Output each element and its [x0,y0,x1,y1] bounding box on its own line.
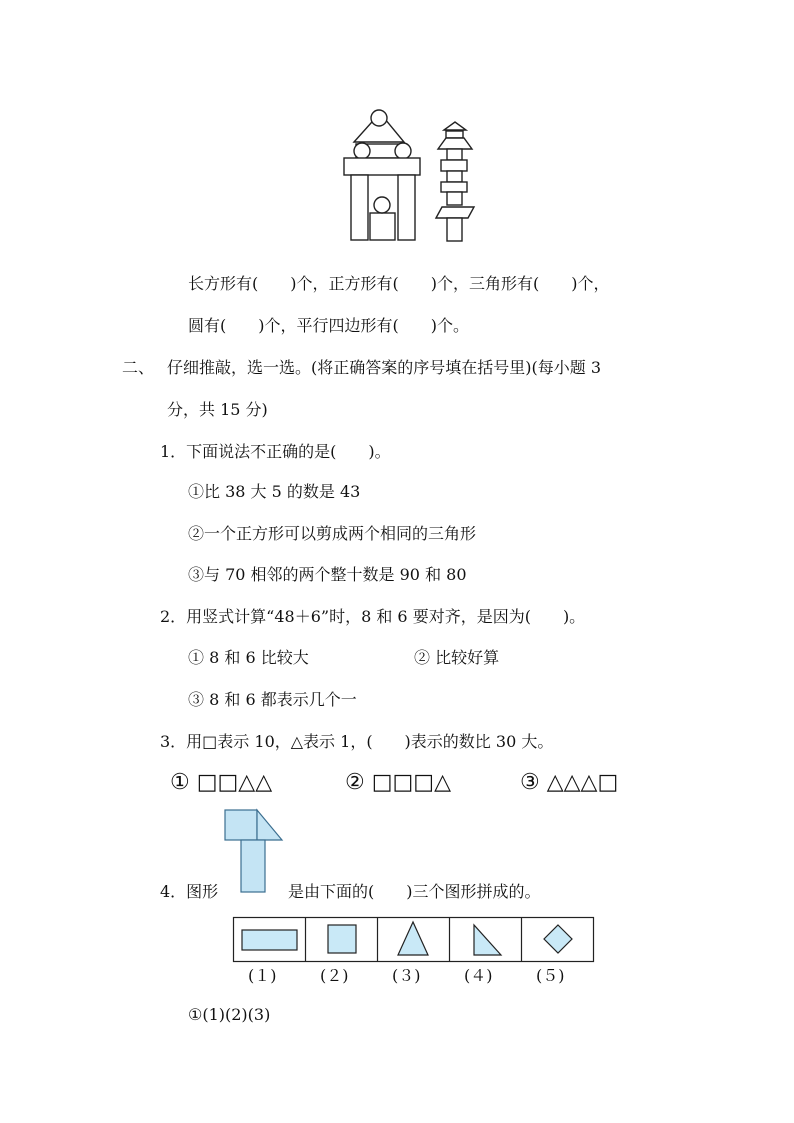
question-2-option-2: ② 比较好算 [414,648,500,667]
question-3-label: 3．用□表示 10，△表示 1，( )表示的数比 30 大。 [160,732,554,751]
block-tower-figure [430,120,480,245]
shape-choices-table [233,917,595,963]
question-4-label-prefix: 4．图形 [160,882,219,901]
shape-label-4: (４) [464,966,493,985]
section-heading-line1: 仔细推敲，选一选。(将正确答案的序号填在括号里)(每小题 3 [167,358,601,377]
question-3-option-1: ① □□△△ [170,770,273,795]
count-question-line2: 圆有( )个，平行四边形有( )个。 [188,316,469,335]
count-question-line1: 长方形有( )个，正方形有( )个，三角形有( )个， [188,274,610,293]
question-1-option-3: ③与 70 相邻的两个整十数是 90 和 80 [188,565,467,584]
question-1-option-2: ②一个正方形可以剪成两个相同的三角形 [188,524,477,543]
shape-label-1: (１) [248,966,277,985]
question-3-option-2: ② □□□△ [345,770,451,795]
question-2-label: 2．用竖式计算“48＋6”时，8 和 6 要对齐，是因为( )。 [160,607,586,626]
question-2-option-3: ③ 8 和 6 都表示几个一 [188,690,357,709]
shape-label-5: (５) [536,966,565,985]
shape-label-2: (２) [320,966,349,985]
question-1-label: 1．下面说法不正确的是( )。 [160,442,391,461]
section-number: 二、 [122,358,155,377]
question-4-label-suffix: 是由下面的( )三个图形拼成的。 [288,882,541,901]
block-building-figure [340,105,420,245]
rectangle-shape [242,930,297,950]
square-shape [328,925,356,953]
composite-figure [225,810,287,896]
section-heading-line2: 分，共 15 分) [167,400,268,419]
question-1-option-1: ①比 38 大 5 的数是 43 [188,482,361,501]
question-3-option-3: ③ △△△□ [520,770,619,795]
question-4-option-1: ①(1)(2)(3) [188,1005,271,1024]
question-2-option-1: ① 8 和 6 比较大 [188,648,309,667]
shape-label-3: (３) [392,966,421,985]
